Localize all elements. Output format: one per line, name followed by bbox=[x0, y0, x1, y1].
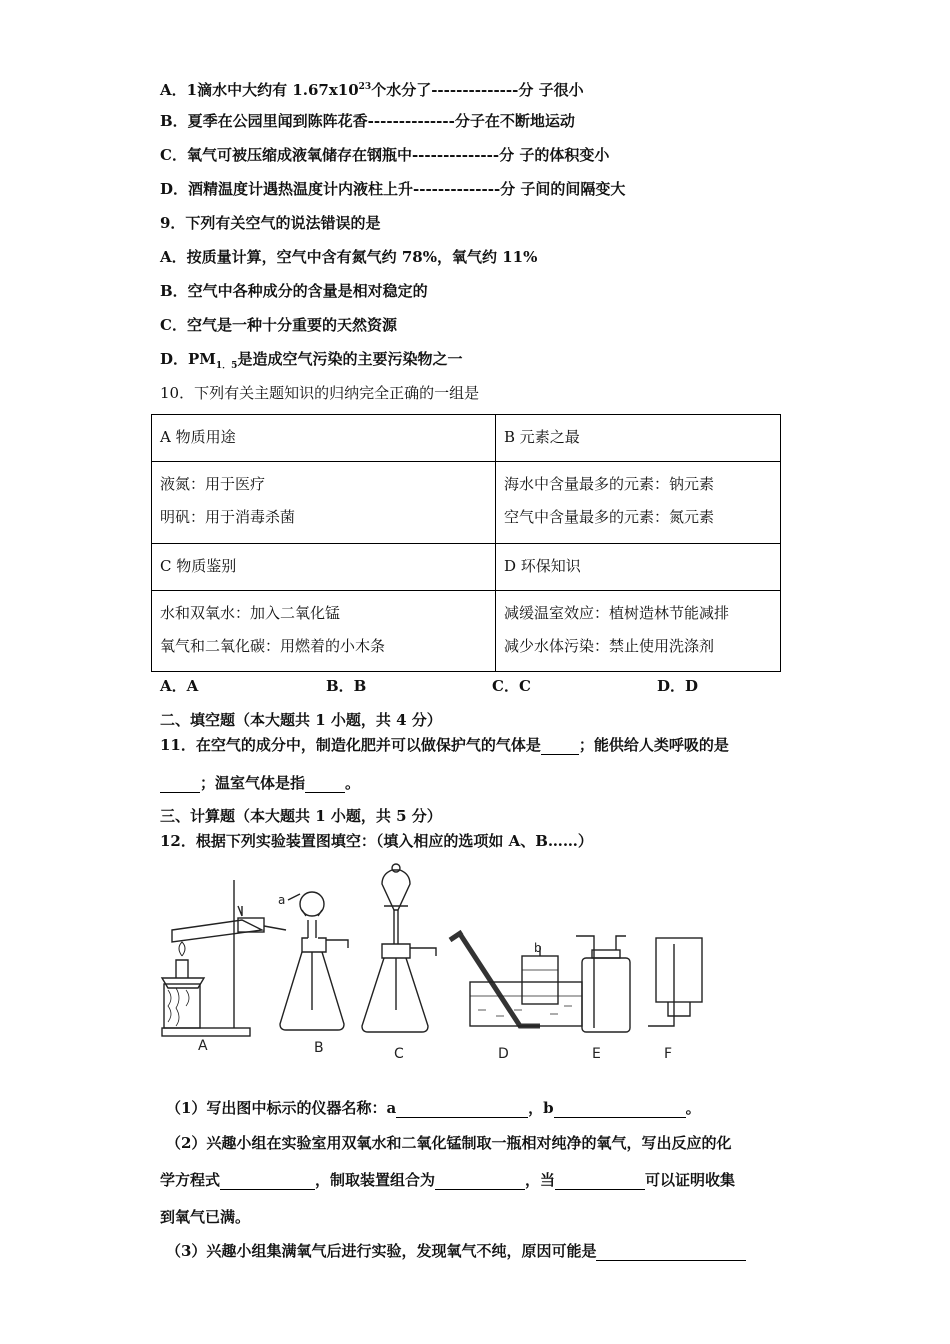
q10-c-line2: 氧气和二氧化碳：用燃着的小木条 bbox=[160, 636, 386, 655]
q11-l1-pre: 11．在空气的成分中，制造化肥并可以做保护气的气体是 bbox=[160, 736, 541, 754]
q10-c-body bbox=[152, 590, 496, 672]
q8-option-a bbox=[160, 77, 584, 100]
section-2-heading: 二、填空题（本大题共 1 小题，共 4 分） bbox=[160, 711, 442, 729]
apparatus-d bbox=[450, 932, 582, 1026]
label-f-apparatus: F bbox=[664, 1046, 673, 1062]
q10-stem: 10．下列有关主题知识的归纳完全正确的一组是 bbox=[160, 384, 480, 402]
q11-l2-mid: ；温室气体是指 bbox=[200, 774, 306, 792]
apparatus-b bbox=[280, 892, 348, 1030]
q10-option-b: B．B bbox=[326, 677, 367, 695]
q12-part2-line2 bbox=[160, 1170, 735, 1190]
apparatus-f bbox=[648, 938, 702, 1026]
q11-blank-3[interactable] bbox=[305, 776, 345, 793]
q10-a-line2: 明矾：用于消毒杀菌 bbox=[160, 508, 296, 526]
q10-d-head: D 环保知识 bbox=[496, 543, 781, 590]
q12-blank-equation[interactable] bbox=[220, 1173, 315, 1190]
apparatus-c bbox=[362, 864, 436, 1032]
q9-option-b: B．空气中各种成分的含量是相对稳定的 bbox=[160, 282, 428, 300]
q10-d-body bbox=[496, 590, 781, 672]
q8-a-pre: A．1滴水中大约有 1.67x10 bbox=[160, 81, 359, 99]
apparatus-diagram bbox=[150, 860, 720, 1070]
q12-blank-condition[interactable] bbox=[555, 1173, 645, 1190]
q9-d-post: 是造成空气污染的主要污染物之一 bbox=[237, 350, 463, 368]
q10-c-head: C 物质鉴别 bbox=[152, 543, 496, 590]
q10-option-a: A．A bbox=[160, 677, 199, 695]
q10-d-line1: 减缓温室效应：植树造林节能减排 bbox=[504, 603, 730, 622]
q12-p1-pre: （1）写出图中标示的仪器名称：a bbox=[166, 1099, 397, 1117]
q9-option-a: A．按质量计算，空气中含有氮气约 78%，氧气约 11% bbox=[160, 248, 538, 266]
q10-d-line2: 减少水体污染：禁止使用洗涤剂 bbox=[504, 636, 715, 655]
section-3-heading: 三、计算题（本大题共 1 小题，共 5 分） bbox=[160, 807, 442, 825]
q12-stem: 12．根据下列实验装置图填空：（填入相应的选项如 A、B……） bbox=[160, 832, 593, 850]
label-c-apparatus: C bbox=[394, 1046, 404, 1062]
q11-line1 bbox=[160, 735, 729, 755]
q8-a-post: 个水分了--------------分 子很小 bbox=[371, 81, 584, 99]
q10-a-line1: 液氮：用于医疗 bbox=[160, 475, 266, 493]
q12-blank-reason[interactable] bbox=[596, 1244, 746, 1261]
q12-blank-a[interactable] bbox=[396, 1101, 528, 1118]
q8-option-d: D．酒精温度计遇热温度计内液柱上升--------------分 子间的间隔变大 bbox=[160, 180, 626, 198]
q11-blank-2[interactable] bbox=[160, 776, 200, 793]
q8-option-c: C．氧气可被压缩成液氧储存在钢瓶中--------------分 子的体积变小 bbox=[160, 146, 610, 164]
q10-option-d: D．D bbox=[657, 677, 699, 695]
q12-p1-mid: ，b bbox=[528, 1099, 554, 1117]
q12-p2-mid1: ，制取装置组合为 bbox=[315, 1171, 436, 1189]
q12-blank-b[interactable] bbox=[554, 1101, 686, 1118]
q8-a-sup: 23 bbox=[358, 82, 372, 92]
apparatus-a bbox=[162, 880, 286, 1036]
label-b-apparatus: B bbox=[314, 1040, 324, 1056]
label-a-apparatus: A bbox=[198, 1038, 208, 1054]
label-d-apparatus: D bbox=[498, 1046, 509, 1062]
q10-b-head: B 元素之最 bbox=[496, 415, 781, 462]
q9-d-pre: D．PM bbox=[160, 350, 216, 368]
q9-option-c: C．空气是一种十分重要的天然资源 bbox=[160, 316, 397, 334]
q10-c-line1: 水和双氧水：加入二氧化锰 bbox=[160, 603, 341, 622]
q9-stem: 9．下列有关空气的说法错误的是 bbox=[160, 214, 381, 232]
q11-l2-end: 。 bbox=[345, 774, 361, 792]
q8-option-b: B．夏季在公园里闻到陈阵花香--------------分子在不断地运动 bbox=[160, 112, 575, 130]
q12-part1 bbox=[166, 1098, 701, 1118]
q10-table bbox=[151, 414, 781, 672]
q12-p2-pre: 学方程式 bbox=[160, 1171, 221, 1189]
q10-b-body bbox=[496, 462, 781, 544]
q12-part2-line1: （2）兴趣小组在实验室用双氧水和二氧化锰制取一瓶相对纯净的氧气，写出反应的化 bbox=[166, 1134, 732, 1152]
q11-line2 bbox=[160, 773, 360, 793]
label-b-instrument: b bbox=[534, 941, 542, 955]
q12-p3-text: （3）兴趣小组集满氧气后进行实验，发现氧气不纯，原因可能是 bbox=[166, 1242, 597, 1260]
apparatus-e bbox=[576, 936, 630, 1032]
q12-blank-setup[interactable] bbox=[435, 1173, 525, 1190]
label-a-instrument: a bbox=[278, 893, 286, 907]
q9-option-d bbox=[160, 349, 462, 376]
label-e-apparatus: E bbox=[592, 1046, 601, 1062]
q10-option-c: C．C bbox=[492, 677, 531, 695]
q11-blank-1[interactable] bbox=[541, 738, 579, 755]
q10-a-head: A 物质用途 bbox=[152, 415, 496, 462]
q11-l1-post: ；能供给人类呼吸的是 bbox=[578, 736, 729, 754]
q10-b-line2: 空气中含量最多的元素：氮元素 bbox=[504, 508, 715, 526]
q12-part3 bbox=[166, 1241, 746, 1261]
q10-b-line1: 海水中含量最多的元素：钠元素 bbox=[504, 475, 715, 493]
q12-p1-end: 。 bbox=[685, 1099, 701, 1117]
q12-p2-mid2: ，当 bbox=[525, 1171, 556, 1189]
q10-a-body bbox=[152, 462, 496, 544]
q9-d-sub: 1．5 bbox=[215, 361, 238, 371]
q12-p2-end: 可以证明收集 bbox=[645, 1171, 736, 1189]
q12-part2-line3: 到氧气已满。 bbox=[160, 1208, 251, 1226]
